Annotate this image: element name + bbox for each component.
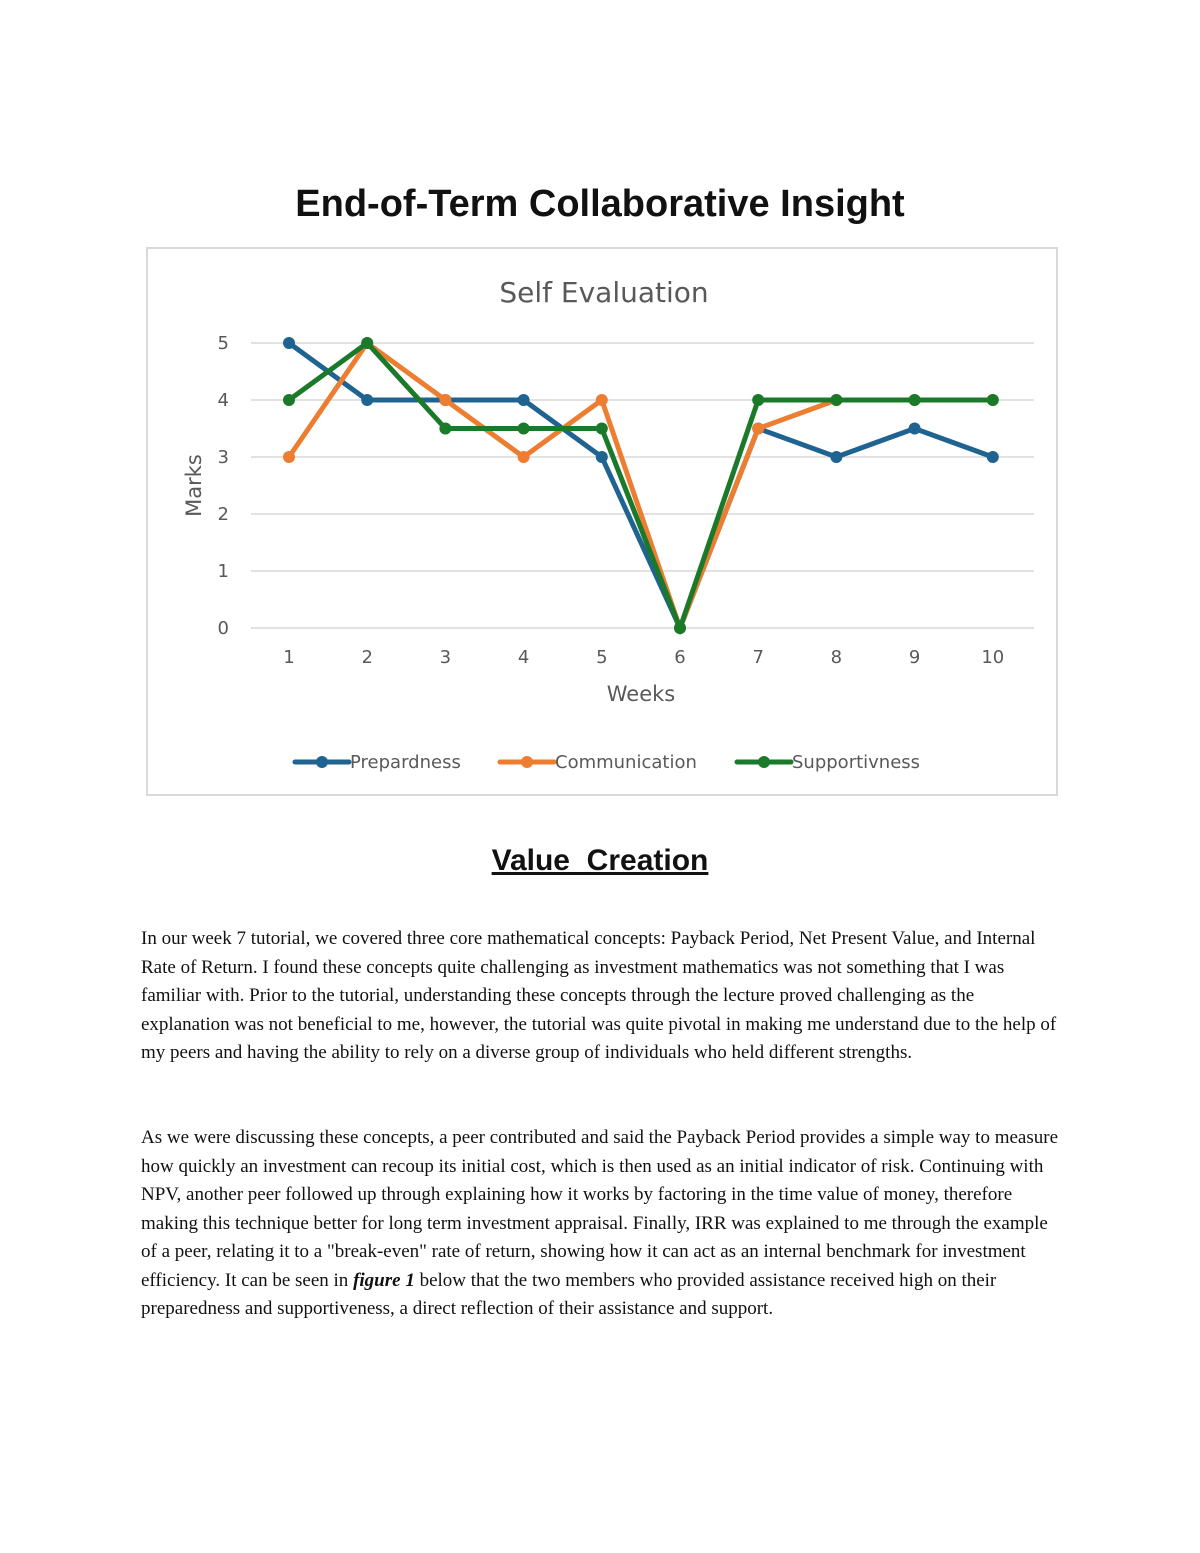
data-point-supportivness — [439, 423, 451, 435]
data-point-supportivness — [830, 394, 842, 406]
y-tick-label: 3 — [217, 447, 229, 468]
x-tick-label: 6 — [674, 647, 686, 668]
legend-swatch-marker — [521, 756, 533, 768]
legend-swatch-marker — [758, 756, 770, 768]
body-paragraph-1: In our week 7 tutorial, we covered three core mathematical concepts: Payback Period, Net Present Value, and Internal Rate of Return. I found these concepts quite challenging as investment mathematics was not something that I was familiar with. Prior to the tutorial, understanding these concepts through the lecture proved challenging as the explanation was not beneficial to me, however, the tutorial was quite pivotal in making me understand due to the help of my peers and having the ability to rely on a diverse group of individuals who held different strengths. — [141, 928, 1057, 1063]
legend-label: Prepardness — [350, 752, 461, 773]
data-point-prepardness — [987, 451, 999, 463]
x-tick-label: 2 — [361, 647, 373, 668]
data-point-supportivness — [909, 394, 921, 406]
document-title: End-of-Term Collaborative Insight — [295, 183, 905, 225]
paragraph-2-text-end: below that the two members who provided assistance received high on their preparedness and supportiveness, a direct reflection of their assistance and support. — [141, 1269, 997, 1319]
data-point-prepardness — [283, 337, 295, 349]
x-tick-label: 10 — [981, 647, 1005, 668]
data-point-communication — [283, 451, 295, 463]
y-axis-label: Marks — [182, 454, 206, 517]
y-tick-label: 2 — [217, 504, 229, 525]
data-point-prepardness — [518, 394, 530, 406]
data-point-prepardness — [596, 451, 608, 463]
data-point-communication — [596, 394, 608, 406]
data-point-prepardness — [830, 451, 842, 463]
x-tick-label: 9 — [908, 647, 921, 668]
data-point-supportivness — [987, 394, 999, 406]
x-tick-label: 4 — [517, 647, 530, 668]
y-tick-label: 1 — [217, 561, 229, 582]
x-tick-label: 7 — [752, 647, 764, 668]
data-point-supportivness — [752, 394, 764, 406]
x-tick-label: 8 — [830, 647, 843, 668]
data-point-communication — [752, 423, 764, 435]
data-point-supportivness — [518, 423, 530, 435]
series-line-prepardness — [289, 343, 993, 628]
data-point-supportivness — [361, 337, 373, 349]
chart-title: Self Evaluation — [499, 276, 709, 309]
data-point-supportivness — [596, 423, 608, 435]
x-tick-label: 1 — [283, 647, 295, 668]
y-tick-label: 4 — [217, 390, 229, 411]
data-point-prepardness — [909, 423, 921, 435]
data-point-prepardness — [361, 394, 373, 406]
series-line-supportivness — [289, 343, 993, 628]
x-axis-label: Weeks — [606, 682, 676, 706]
legend-label: Communication — [555, 752, 697, 773]
data-point-communication — [439, 394, 451, 406]
self-evaluation-chart — [146, 247, 1058, 796]
data-point-supportivness — [283, 394, 295, 406]
paragraph-2-text-start: As we were discussing these concepts, a peer contributed and said the Payback Period provides a simple way to measure how quickly an investment can recoup its initial cost, which is then used as an initial indicator of risk. Continuing with NPV, another peer followed up through explaining how it works by factoring in the time value of money, therefore making this technique better for long term investment appraisal. Finally, IRR was explained to me through the example of a peer, relating it to a "break-even" rate of return, showing how it can act as an internal benchmark for investment efficiency. It can be seen in — [141, 1127, 1059, 1291]
y-tick-label: 5 — [217, 333, 229, 354]
data-point-supportivness — [674, 622, 686, 634]
x-tick-label: 5 — [596, 647, 608, 668]
data-point-communication — [518, 451, 530, 463]
legend-label: Supportivness — [792, 752, 921, 773]
legend-swatch-marker — [316, 756, 328, 768]
x-tick-label: 3 — [439, 647, 452, 668]
body-paragraph-2 — [141, 1124, 1061, 1324]
y-tick-label: 0 — [217, 618, 229, 639]
section-title: Value_Creation — [491, 844, 709, 877]
series-line-communication — [289, 343, 993, 628]
chart-canvas — [148, 249, 1060, 798]
figure-reference: figure 1 — [353, 1269, 415, 1291]
